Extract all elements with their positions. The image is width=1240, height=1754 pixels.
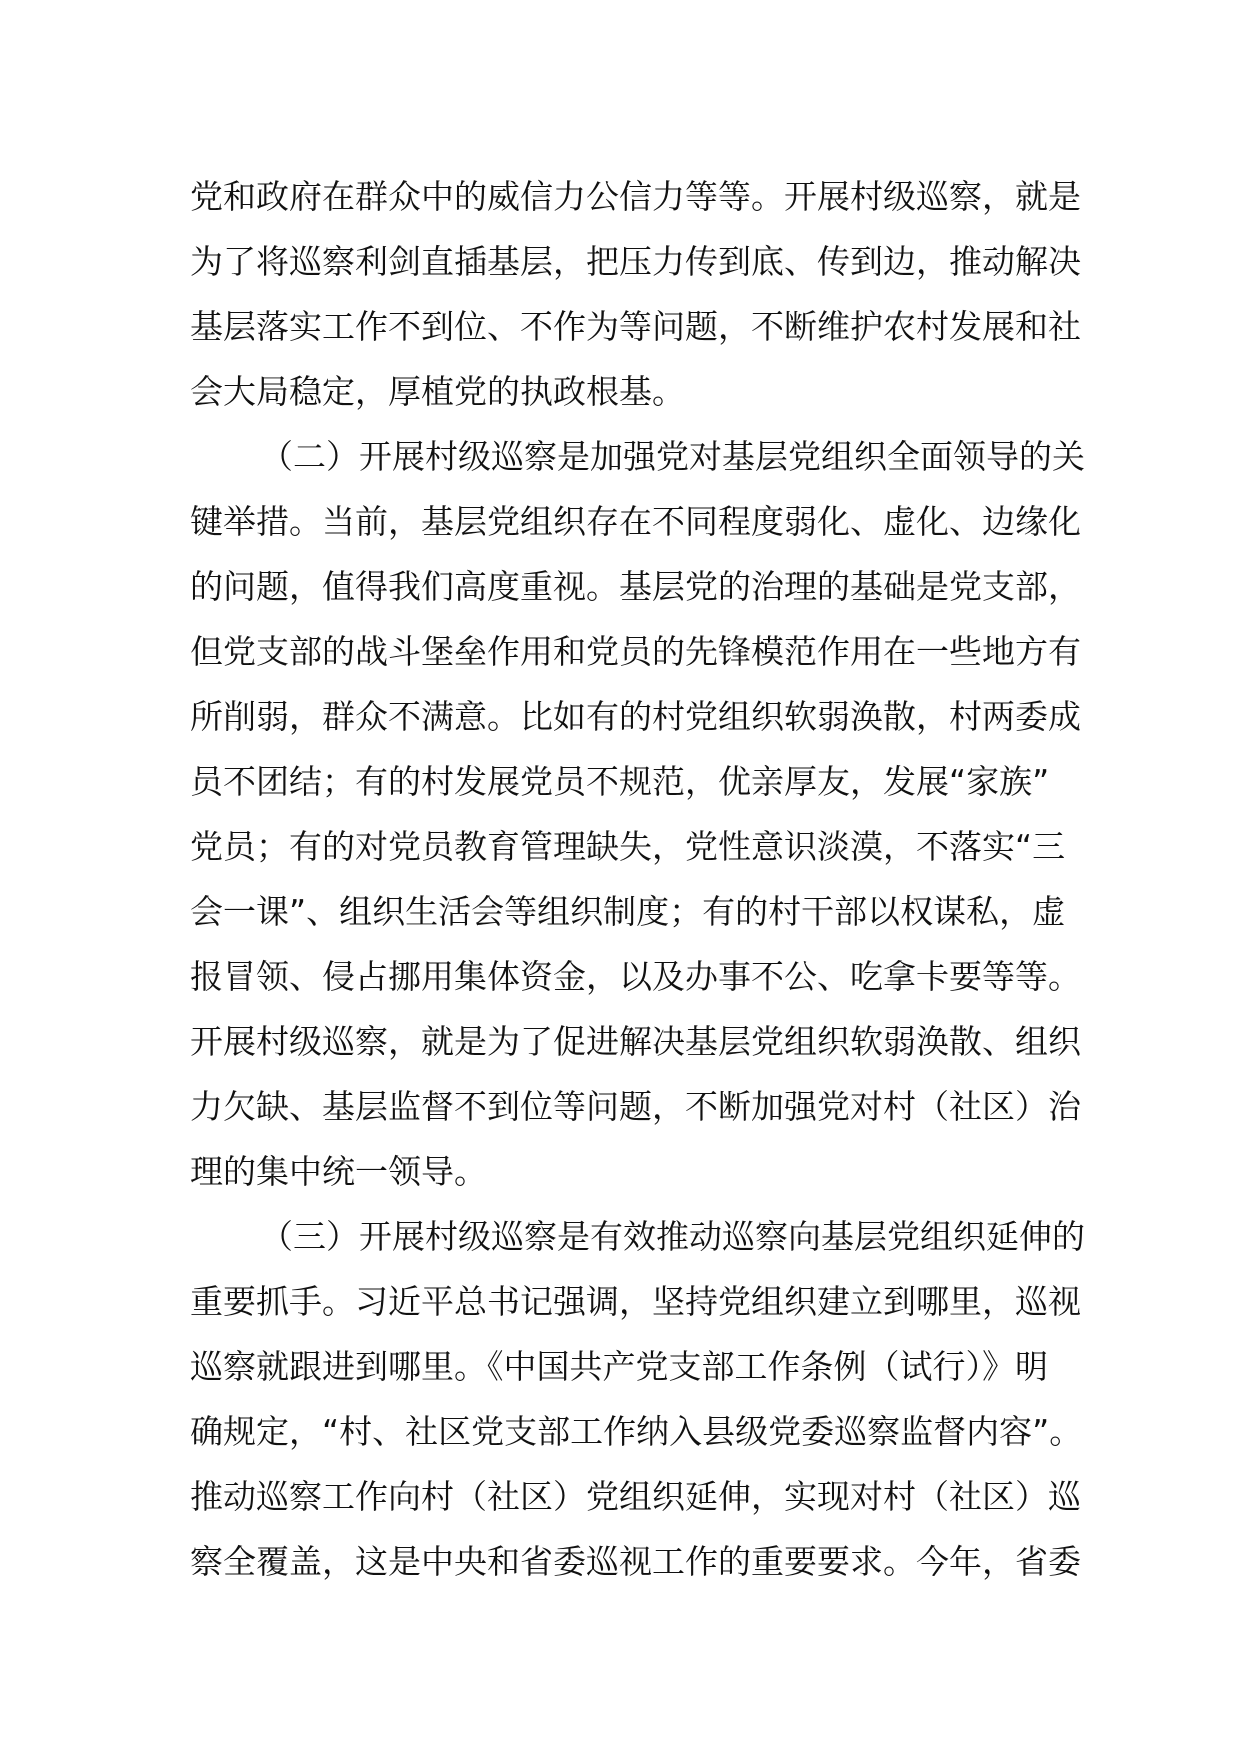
section-heading-line: （三）开展村级巡察是有效推动巡察向基层党组织延伸的	[260, 1217, 1085, 1256]
text-line: 开展村级巡察，就是为了促进解决基层党组织软弱涣散、组织	[190, 1022, 1081, 1061]
text-line: 推动巡察工作向村（社区）党组织延伸，实现对村（社区）巡	[190, 1477, 1081, 1516]
text-line: 基层落实工作不到位、不作为等问题，不断维护农村发展和社	[190, 307, 1081, 346]
text-line: 党和政府在群众中的威信力公信力等等。开展村级巡察，就是	[190, 177, 1081, 216]
text-line: 巡察就跟进到哪里。《中国共产党支部工作条例（试行）》明	[190, 1347, 1048, 1386]
text-line: 但党支部的战斗堡垒作用和党员的先锋模范作用在一些地方有	[190, 632, 1081, 671]
text-line: 所削弱，群众不满意。比如有的村党组织软弱涣散，村两委成	[190, 697, 1081, 736]
text-line: 重要抓手。习近平总书记强调，坚持党组织建立到哪里，巡视	[190, 1282, 1081, 1321]
text-line: 力欠缺、基层监督不到位等问题，不断加强党对村（社区）治	[190, 1087, 1081, 1126]
text-line: 报冒领、侵占挪用集体资金，以及办事不公、吃拿卡要等等。	[190, 957, 1081, 996]
section-heading-line: （二）开展村级巡察是加强党对基层党组织全面领导的关	[260, 437, 1085, 476]
text-line: 确规定，“村、社区党支部工作纳入县级党委巡察监督内容”。	[190, 1412, 1083, 1451]
text-line: 为了将巡察利剑直插基层，把压力传到底、传到边，推动解决	[190, 242, 1081, 281]
text-line: 会大局稳定，厚植党的执政根基。	[190, 372, 685, 411]
text-line: 键举措。当前，基层党组织存在不同程度弱化、虚化、边缘化	[190, 502, 1081, 541]
text-line: 党员；有的对党员教育管理缺失，党性意识淡漠，不落实“三	[190, 827, 1066, 866]
text-line: 察全覆盖，这是中央和省委巡视工作的重要要求。今年，省委	[190, 1542, 1081, 1581]
text-line: 理的集中统一领导。	[190, 1152, 487, 1191]
document-body	[190, 164, 1085, 1594]
text-line: 会一课”、组织生活会等组织制度；有的村干部以权谋私，虚	[190, 892, 1066, 931]
text-line: 员不团结；有的村发展党员不规范，优亲厚友，发展“家族”	[190, 762, 1050, 801]
text-line: 的问题，值得我们高度重视。基层党的治理的基础是党支部，	[190, 567, 1081, 606]
